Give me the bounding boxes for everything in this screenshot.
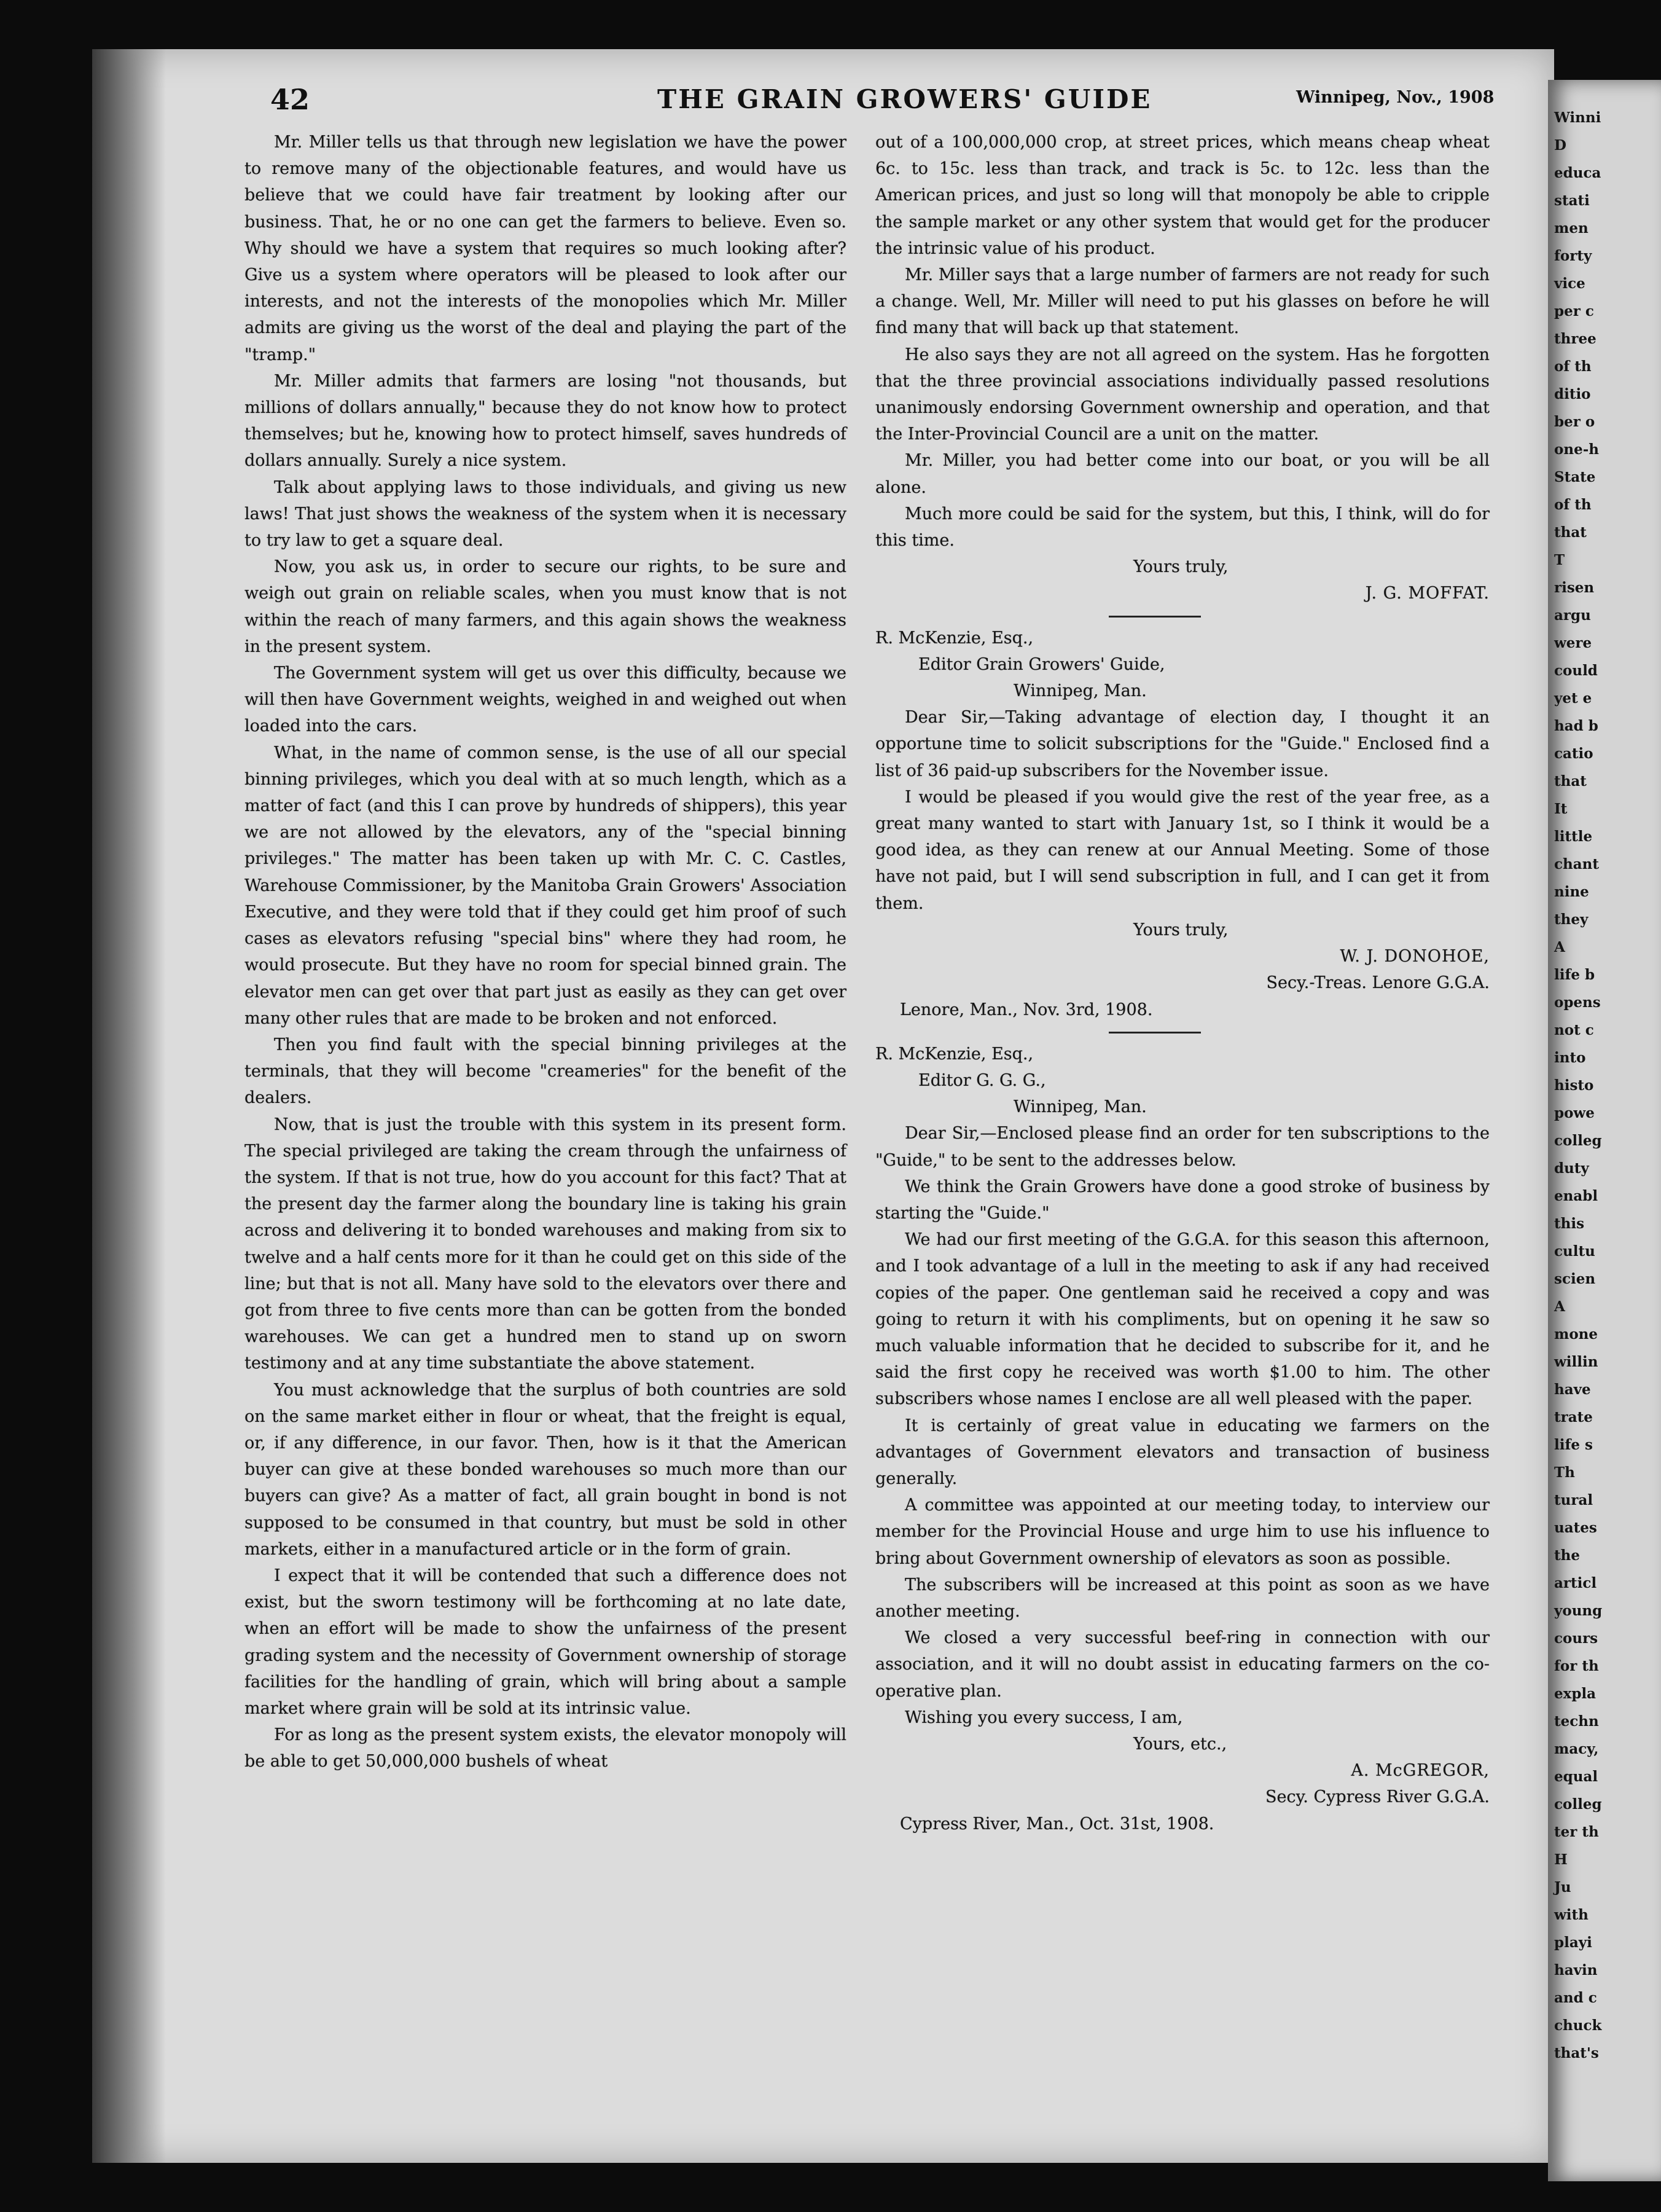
next-page-fragment: It <box>1554 801 1568 817</box>
letter-paragraph: We had our first meeting of the G.G.A. for this season this afternoon, and I took advantage of a lull in the meeting to ask if any had received copies of the paper. One gentleman said he received a copy and was going to return it with his compliments, but on opening it he saw so much valuable information that he decided to subscribe for it, and he said the first copy he received was worth $1.00 to him. The other subscribers whose names I enclose are all well pleased with the paper. <box>875 1230 1490 1409</box>
next-page-fragment: forty <box>1554 248 1592 264</box>
next-page-fragment: have <box>1554 1381 1591 1398</box>
letter-closing: Yours truly, <box>1133 557 1229 577</box>
next-page-fragment: had b <box>1554 718 1598 734</box>
next-page-fragment: cultu <box>1554 1243 1595 1260</box>
next-page-fragment: the <box>1554 1547 1580 1564</box>
next-page-fragment: life b <box>1554 967 1595 983</box>
newspaper-page <box>92 49 1554 2163</box>
next-page-fragment: tural <box>1554 1492 1593 1508</box>
letter-address-line: Winnipeg, Man. <box>1014 1097 1147 1117</box>
right-column <box>875 129 1490 1837</box>
article-paragraph: Now, that is just the trouble with this system in its present form. The special privileged are taking the cream through the unfairness of the system. If that is not true, how do you account for this fact? That at the present day the farmer along the boundary line is taking his grain across and delivering it to bonded warehouses and making from six to twelve and a half cents more for it than he could get on this side of the line; but that is not all. Many have sold to the elevators over there and got from three to five cents more than can be gotten from the bonded warehouses. We can get a hundred men to stand up on sworn testimony and at any time substantiate the above statement. <box>244 1115 846 1373</box>
letter-signature: A. McGREGOR, <box>1351 1761 1490 1781</box>
next-page-fragment: playi <box>1554 1934 1592 1951</box>
letter-signature: W. J. DONOHOE, <box>1340 947 1490 967</box>
section-divider <box>1109 616 1201 618</box>
next-page-fragment: willin <box>1554 1354 1598 1370</box>
article-paragraph: For as long as the present system exists, the elevator monopoly will be able to get 50,000,000 bushels of wheat <box>244 1725 846 1771</box>
next-page-fragment: State <box>1554 469 1596 485</box>
article-paragraph: He also says they are not all agreed on the system. Has he forgotten that the three provincial associations individually passed resolutions unanimously endorsing Government ownership and operation, and that the Inter-Provincial Council are a unit on the matter. <box>875 345 1490 444</box>
next-page-fragment: into <box>1554 1049 1586 1066</box>
next-page-fragment: havin <box>1554 1962 1598 1979</box>
letter-address-line: R. McKenzie, Esq., <box>875 628 1034 648</box>
next-page-fragment: stati <box>1554 192 1590 209</box>
letter-closing: Yours truly, <box>1133 920 1229 939</box>
next-page-fragment: chant <box>1554 856 1599 873</box>
letter-address-line: Winnipeg, Man. <box>1014 681 1147 701</box>
letter-paragraph: The subscribers will be increased at this point as soon as we have another meeting. <box>875 1575 1490 1621</box>
next-page-fragment: men <box>1554 220 1589 237</box>
next-page-fragment: little <box>1554 828 1593 845</box>
next-page-fragment: colleg <box>1554 1132 1602 1149</box>
next-page-fragment: yet e <box>1554 690 1592 707</box>
next-page-fragment: powe <box>1554 1105 1595 1121</box>
next-page-fragment: young <box>1554 1602 1603 1619</box>
next-page-fragment: techn <box>1554 1713 1599 1730</box>
letter-paragraph: It is certainly of great value in educating we farmers on the advantages of Government elevators and transaction of business generally. <box>875 1416 1490 1488</box>
mcgregor-letter <box>875 1041 1490 1837</box>
letter-signer-title: Secy.-Treas. Lenore G.G.A. <box>1266 973 1490 993</box>
next-page-fragment: D <box>1554 137 1566 154</box>
next-page-fragment: A <box>1554 939 1565 955</box>
article-paragraph: Mr. Miller admits that farmers are losing "not thousands, but millions of dollars annually," because they do not know how to protect themselves; but he, knowing how to protect himself, saves hundreds of dollars annually. Surely a nice system. <box>244 371 846 471</box>
article-paragraph: out of a 100,000,000 crop, at street prices, which means cheap wheat 6c. to 15c. less than track, and track is 5c. to 12c. less than the American prices, and just so long will that monopoly be able to cripple the sample market or any other system that would get for the producer the intrinsic value of his product. <box>875 133 1490 258</box>
section-divider <box>1109 1032 1201 1033</box>
masthead-title: THE GRAIN GROWERS' GUIDE <box>657 84 1152 114</box>
next-page-fragment: Ju <box>1554 1879 1571 1896</box>
next-page-fragment: duty <box>1554 1160 1589 1177</box>
next-page-fragment: of th <box>1554 358 1592 375</box>
letter-address-line: Editor Grain Growers' Guide, <box>918 654 1165 674</box>
letter-paragraph: A committee was appointed at our meeting today, to interview our member for the Provincial House and urge him to use his influence to bring about Government ownership of elevators as soon as possible. <box>875 1496 1490 1568</box>
letter-paragraph: Wishing you every success, I am, <box>905 1708 1183 1727</box>
article-paragraph: What, in the name of common sense, is the use of all our special binning privileges, which you deal with at so much length, which as a matter of fact (and this I can prove by hundreds of shippers), this year we are not allowed by the elevators, any of the "special binning privileges." The matter has been taken up with Mr. C. C. Castles, Warehouse Commissioner, by the Manitoba Grain Growers' Association Executive, and they were told that if they could get him proof of such cases as elevators refusing "special bins" where they had room, he would prosecute. But they have no room for special binned grain. The elevator men can get over that part just as easily as they can get over many other rules that are made to be broken and not enforced. <box>244 743 846 1028</box>
next-page-fragment: with <box>1554 1907 1589 1923</box>
next-page-fragment: chuck <box>1554 2017 1602 2034</box>
next-page-fragment: for th <box>1554 1658 1599 1674</box>
letter-location-date: Lenore, Man., Nov. 3rd, 1908. <box>900 1000 1153 1019</box>
next-page-fragment: life s <box>1554 1437 1593 1453</box>
article-paragraph: Mr. Miller tells us that through new legislation we have the power to remove many of the objectionable features, and would have us believe that we could have fair treatment by looking after our business. That, he or no one can get the farmers to believe. Even so. Why should we have a system that requires so much looking after? Give us a system where operators will be pleased to look after our interests, and not the interests of the monopolies which Mr. Miller admits are giving us the worst of the deal and playing the part of the "tramp." <box>244 133 846 364</box>
next-page-fragment: could <box>1554 662 1598 679</box>
next-page-fragment: not c <box>1554 1022 1594 1038</box>
next-page-fragment: that <box>1554 524 1587 541</box>
article-paragraph: I expect that it will be contended that such a difference does not exist, but the sworn testimony will be forthcoming at no late date, when an effort will be made to show the unfairness of the present grading system and the necessity of Government ownership of storage facilities for the handling of grain, which will bring about a sample market where grain will be sold at its intrinsic value. <box>244 1566 846 1718</box>
letter-location-date: Cypress River, Man., Oct. 31st, 1908. <box>900 1814 1214 1834</box>
next-page-fragment: ber o <box>1554 414 1595 430</box>
next-page-fragment: of th <box>1554 496 1592 513</box>
left-column <box>244 129 846 1775</box>
next-page-fragment: argu <box>1554 607 1591 624</box>
letter-paragraph: Dear Sir,—Enclosed please find an order for ten subscriptions to the "Guide," to be sent to the addresses below. <box>875 1124 1490 1170</box>
next-page-fragment: Winni <box>1554 109 1601 126</box>
next-page-fragment: scien <box>1554 1271 1596 1287</box>
next-page-fragment: H <box>1554 1851 1568 1868</box>
article-paragraph: The Government system will get us over this difficulty, because we will then have Government weights, weighed in and weighed out when loaded into the cars. <box>244 664 846 736</box>
moffat-letter-end <box>875 129 1490 607</box>
article-paragraph: You must acknowledge that the surplus of both countries are sold on the same market either in flour or wheat, that the freight is equal, or, if any difference, in our favor. Then, how is it that the American buyer can give at these bonded warehouses so much more than our buyers can give? As a matter of fact, all grain bought in bond is not supposed to be consumed in that country, but must be sold in other markets, either in a manufactured article or in the form of grain. <box>244 1380 846 1559</box>
next-page-fragment: enabl <box>1554 1188 1598 1204</box>
letter-address-line: R. McKenzie, Esq., <box>875 1044 1034 1064</box>
next-page-fragment: nine <box>1554 884 1589 900</box>
next-page-fragment: expla <box>1554 1685 1597 1702</box>
next-page-fragment: mone <box>1554 1326 1598 1343</box>
next-page-fragment: opens <box>1554 994 1601 1011</box>
page-number: 42 <box>270 83 310 116</box>
next-page-fragment: catio <box>1554 745 1593 762</box>
next-page-fragment: ter th <box>1554 1824 1599 1840</box>
next-page-fragment: macy, <box>1554 1741 1599 1757</box>
next-page-fragment: vice <box>1554 275 1585 292</box>
next-page-fragment: and c <box>1554 1990 1597 2006</box>
page-header <box>92 83 1554 120</box>
article-paragraph: Mr. Miller says that a large number of farmers are not ready for such a change. Well, Mr. Miller will need to put his glasses on before he will find many that will back up that statement. <box>875 265 1490 338</box>
next-page-fragment: they <box>1554 911 1589 928</box>
next-page-fragment: three <box>1554 331 1597 347</box>
next-page-fragment: per c <box>1554 303 1594 320</box>
letter-paragraph: I would be pleased if you would give the rest of the year free, as a great many wanted to start with January 1st, so I think it would be a good idea, as they can renew at our Annual Meeting. Some of those have not paid, but I will send subscription in full, and I can get it from them. <box>875 787 1490 913</box>
donohoe-letter <box>875 625 1490 1023</box>
letter-signature: J. G. MOFFAT. <box>1365 584 1490 603</box>
article-paragraph: Now, you ask us, in order to secure our rights, to be sure and weigh out grain on reliable scales, when you must know that is not within the reach of many farmers, and this again shows the weakness in the present system. <box>244 557 846 656</box>
next-page-fragment: this <box>1554 1215 1585 1232</box>
next-page-fragment: A <box>1554 1298 1565 1315</box>
letter-paragraph: We think the Grain Growers have done a good stroke of business by starting the "Guide." <box>875 1177 1490 1223</box>
next-page-fragment: that <box>1554 773 1587 790</box>
next-page-fragment: histo <box>1554 1077 1594 1094</box>
letter-closing: Yours, etc., <box>1133 1734 1227 1754</box>
next-page-fragment: one-h <box>1554 441 1599 458</box>
next-page-fragment: educa <box>1554 165 1601 181</box>
issue-dateline: Winnipeg, Nov., 1908 <box>1296 88 1495 107</box>
article-paragraph: Much more could be said for the system, but this, I think, will do for this time. <box>875 504 1490 551</box>
next-page-fragment: uates <box>1554 1520 1597 1536</box>
next-page-fragment: articl <box>1554 1575 1597 1591</box>
next-page-fragment: colleg <box>1554 1796 1602 1813</box>
next-page-fragment: Th <box>1554 1464 1575 1481</box>
letter-paragraph: We closed a very successful beef-ring in connection with our association, and it will no doubt assist in educating farmers on the co-operative plan. <box>875 1628 1490 1701</box>
next-page-fragment: T <box>1554 552 1565 568</box>
letter-address-line: Editor G. G. G., <box>918 1070 1046 1090</box>
next-page-fragment: ditio <box>1554 386 1591 402</box>
next-page-fragment: trate <box>1554 1409 1593 1426</box>
next-page-edge <box>1548 80 1661 2181</box>
article-paragraph: Mr. Miller, you had better come into our boat, or you will be all alone. <box>875 451 1490 497</box>
article-paragraph: Talk about applying laws to those individuals, and giving us new laws! That just shows the weakness of the system when it is necessary to try law to get a square deal. <box>244 477 846 551</box>
next-page-fragment: cours <box>1554 1630 1598 1647</box>
letter-paragraph: Dear Sir,—Taking advantage of election day, I thought it an opportune time to solicit subscriptions for the "Guide." Enclosed find a list of 36 paid-up subscribers for the November issue. <box>875 708 1490 780</box>
letter-signer-title: Secy. Cypress River G.G.A. <box>1265 1787 1490 1807</box>
next-page-fragment: equal <box>1554 1768 1598 1785</box>
article-paragraph: Then you find fault with the special binning privileges at the terminals, that they will become "creameries" for the benefit of the dealers. <box>244 1035 846 1108</box>
next-page-fragment: were <box>1554 635 1592 651</box>
next-page-fragment: that's <box>1554 2045 1599 2061</box>
next-page-fragment: risen <box>1554 579 1595 596</box>
